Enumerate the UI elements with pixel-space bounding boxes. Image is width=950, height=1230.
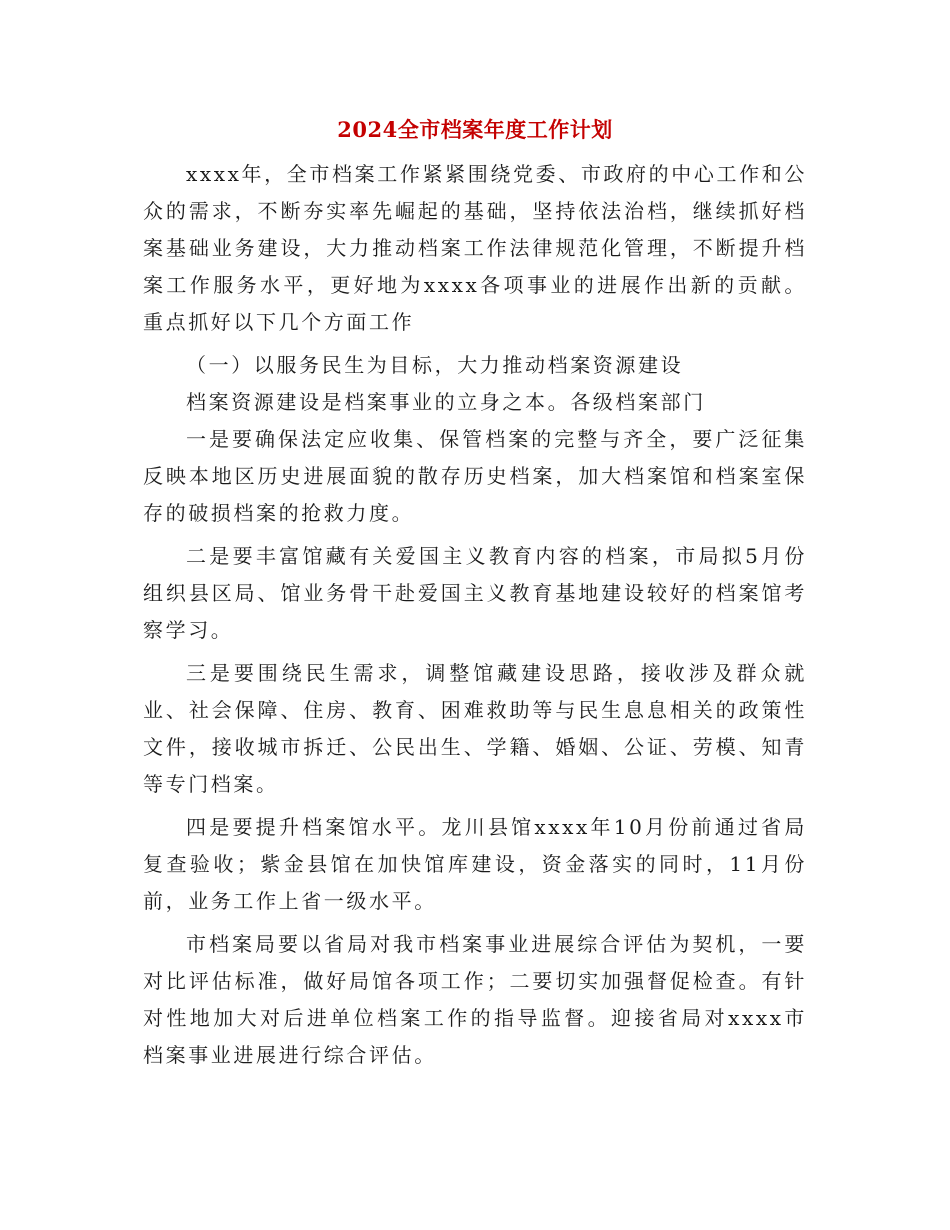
paragraph-item-three: 三是要围绕民生需求，调整馆藏建设思路，接收涉及群众就业、社会保障、住房、教育、困难救助等与民生息息相关的政策性文件，接收城市拆迁、公民出生、学籍、婚姻、公证、劳模、知青等专门档案。 bbox=[143, 661, 807, 796]
paragraph-city-bureau: 市档案局要以省局对我市档案事业进展综合评估为契机，一要对比评估标准，做好局馆各项工作；二要切实加强督促检查。有针对性地加大对后进单位档案工作的指导监督。迎接省局对xxxx市档案事业进展进行综合评估。 bbox=[143, 932, 807, 1067]
document-title: 2024全市档案年度工作计划 bbox=[337, 117, 613, 142]
paragraph-resource-building: 档案资源建设是档案事业的立身之本。各级档案部门 bbox=[186, 390, 706, 414]
paragraph-intro: xxxx年，全市档案工作紧紧围绕党委、市政府的中心工作和公众的需求，不断夯实率先崛起的基础，坚持依法治档，继续抓好档案基础业务建设，大力推动档案工作法律规范化管理，不断提升档案工作服务水平，更好地为xxxx各项事业的进展作出新的贡献。重点抓好以下几个方面工作 bbox=[143, 162, 807, 334]
paragraph-item-four: 四是要提升档案馆水平。龙川县馆xxxx年10月份前通过省局复查验收；紫金县馆在加快馆库建设，资金落实的同时，11月份前，业务工作上省一级水平。 bbox=[143, 815, 807, 913]
paragraph-item-two: 二是要丰富馆藏有关爱国主义教育内容的档案，市局拟5月份组织县区局、馆业务骨干赴爱国主义教育基地建设较好的档案馆考察学习。 bbox=[143, 544, 807, 642]
paragraph-section-heading: （一）以服务民生为目标，大力推动档案资源建设 bbox=[186, 353, 684, 377]
document-body bbox=[143, 156, 807, 1080]
paragraph-item-one: 一是要确保法定应收集、保管档案的完整与齐全，要广泛征集反映本地区历史进展面貌的散存历史档案，加大档案馆和档案室保存的破损档案的抢救力度。 bbox=[143, 427, 807, 525]
